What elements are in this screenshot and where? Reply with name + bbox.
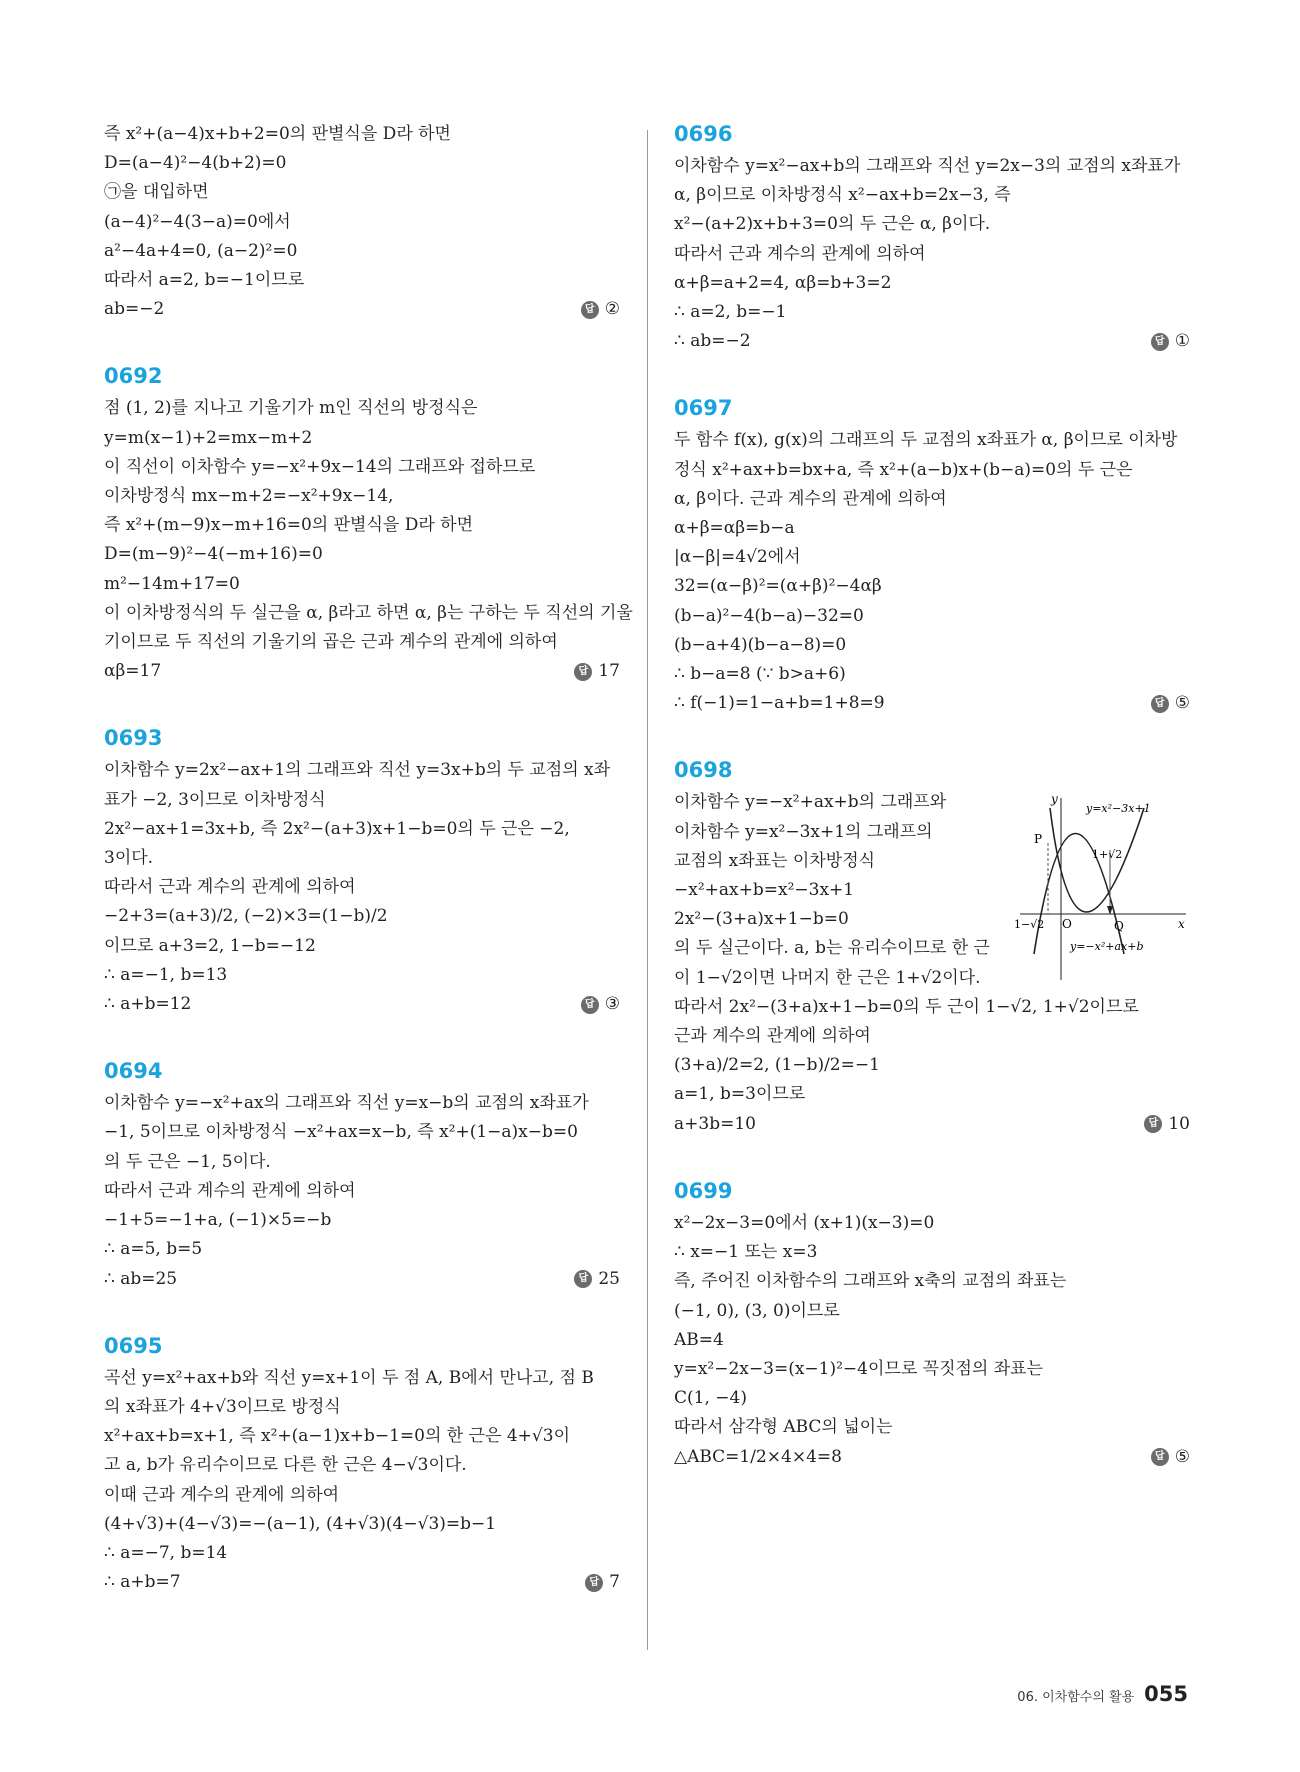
solution-line-final bbox=[104, 990, 620, 1019]
answer-value: ③ bbox=[604, 994, 620, 1015]
solution-line: ∴ a=−7, b=14 bbox=[104, 1542, 228, 1563]
solution-line: a=1, b=3이므로 bbox=[674, 1084, 806, 1105]
solution-line: ∴ a=−1, b=13 bbox=[104, 964, 228, 985]
problem-0693 bbox=[104, 724, 620, 1019]
problem-number: 0695 bbox=[104, 1333, 163, 1358]
solution-line: 32=(α−β)²=(α+β)²−4αβ bbox=[674, 576, 882, 597]
final-line-text: ∴ f(−1)=1−a+b=1+8=9 bbox=[674, 693, 885, 714]
solution-line: 정식 x²+ax+b=bx+a, 즉 x²+(a−b)x+(b−a)=0의 두 근은 bbox=[674, 459, 1133, 480]
answer-value: 25 bbox=[598, 1268, 620, 1289]
answer-value: ② bbox=[604, 299, 620, 320]
answer-badge-icon: 답 bbox=[1151, 695, 1169, 713]
answer-badge-icon: 답 bbox=[1151, 1448, 1169, 1466]
solution-line: 따라서 근과 계수의 관계에 의하여 bbox=[104, 1180, 356, 1201]
answer-badge-icon: 답 bbox=[1151, 333, 1169, 351]
origin-label: O bbox=[1062, 917, 1072, 932]
solution-line-final bbox=[674, 1110, 1190, 1139]
solution-line: 의 x좌표가 4+√3이므로 방정식 bbox=[104, 1396, 341, 1417]
solution-line: 이차방정식 mx−m+2=−x²+9x−14, bbox=[104, 486, 394, 507]
solution-line: 의 두 근은 −1, 5이다. bbox=[104, 1151, 271, 1172]
solution-line: ∴ x=−1 또는 x=3 bbox=[674, 1242, 818, 1263]
solution-line: 두 함수 f(x), g(x)의 그래프의 두 교점의 x좌표가 α, β이므로 이차방 bbox=[674, 430, 1178, 451]
curve2-label: y=−x²+ax+b bbox=[1070, 940, 1144, 954]
answer bbox=[1144, 1110, 1190, 1139]
page-number: 055 bbox=[1144, 1682, 1188, 1706]
answer-value: ① bbox=[1174, 331, 1190, 352]
solution-line: α, β이다. 근과 계수의 관계에 의하여 bbox=[674, 488, 947, 509]
final-line-text: ∴ ab=−2 bbox=[674, 331, 751, 352]
solution-line: 3이다. bbox=[104, 848, 154, 869]
solution-line: α+β=αβ=b−a bbox=[674, 518, 795, 539]
x-axis-label: x bbox=[1178, 917, 1185, 932]
problem-number: 0693 bbox=[104, 726, 163, 751]
continuation-block bbox=[104, 120, 620, 324]
solution-line: 이차함수 y=2x²−ax+1의 그래프와 직선 y=3x+b의 두 교점의 x좌 bbox=[104, 760, 611, 781]
solution-line: −x²+ax+b=x²−3x+1 bbox=[674, 880, 855, 901]
solution-line: D=(a−4)²−4(b+2)=0 bbox=[104, 153, 287, 174]
answer bbox=[581, 990, 620, 1019]
solution-line: 따라서 근과 계수의 관계에 의하여 bbox=[104, 877, 356, 898]
answer-value: ⑤ bbox=[1174, 693, 1190, 714]
solution-line: y=x²−2x−3=(x−1)²−4이므로 꼭짓점의 좌표는 bbox=[674, 1358, 1044, 1379]
solution-line-final bbox=[104, 295, 620, 324]
problem-0696 bbox=[674, 120, 1190, 356]
problem-number: 0699 bbox=[674, 1178, 733, 1203]
solution-line: (4+√3)+(4−√3)=−(a−1), (4+√3)(4−√3)=b−1 bbox=[104, 1513, 497, 1534]
problem-number: 0697 bbox=[674, 396, 733, 421]
answer-badge-icon: 답 bbox=[581, 301, 599, 319]
problem-0692 bbox=[104, 362, 633, 686]
solution-line-final bbox=[104, 1265, 620, 1294]
answer bbox=[581, 295, 620, 324]
answer-value: 17 bbox=[598, 661, 620, 682]
solution-line-final bbox=[674, 1443, 1190, 1472]
solution-line: ∴ b−a=8 (∵ b>a+6) bbox=[674, 664, 846, 685]
solution-line: m²−14m+17=0 bbox=[104, 573, 240, 594]
solution-line: ∴ a=2, b=−1 bbox=[674, 302, 787, 323]
solution-line: 표가 −2, 3이므로 이차방정식 bbox=[104, 789, 326, 810]
curve1-label: y=x²−3x+1 bbox=[1086, 802, 1151, 816]
solution-line: x²−(a+2)x+b+3=0의 두 근은 α, β이다. bbox=[674, 214, 991, 235]
column-divider bbox=[647, 130, 648, 1650]
solution-line: (b−a+4)(b−a−8)=0 bbox=[674, 634, 847, 655]
solution-line: ㉠을 대입하면 bbox=[104, 182, 209, 203]
solution-line: α, β이므로 이차방정식 x²−ax+b=2x−3, 즉 bbox=[674, 185, 1011, 206]
answer bbox=[574, 657, 620, 686]
point-p-label: P bbox=[1034, 832, 1043, 847]
solution-line: 기이므로 두 직선의 기울기의 곱은 근과 계수의 관계에 의하여 bbox=[104, 632, 558, 653]
solution-line: −1, 5이므로 이차방정식 −x²+ax=x−b, 즉 x²+(1−a)x−b=0 bbox=[104, 1122, 578, 1143]
solution-line: y=m(x−1)+2=mx−m+2 bbox=[104, 427, 313, 448]
solution-line: 즉 x²+(a−4)x+b+2=0의 판별식을 D라 하면 bbox=[104, 124, 451, 144]
final-line-text: αβ=17 bbox=[104, 661, 162, 682]
solution-line: C(1, −4) bbox=[674, 1388, 747, 1409]
problem-0698 bbox=[674, 756, 1190, 1138]
solution-line: (b−a)²−4(b−a)−32=0 bbox=[674, 605, 864, 626]
solution-line: 이 1−√2이면 나머지 한 근은 1+√2이다. bbox=[674, 967, 981, 988]
page-footer bbox=[1017, 1682, 1188, 1706]
solution-line: (3+a)/2=2, (1−b)/2=−1 bbox=[674, 1055, 880, 1076]
solution-line: 따라서 근과 계수의 관계에 의하여 bbox=[674, 243, 926, 264]
solution-line: 점 (1, 2)를 지나고 기울기가 m인 직선의 방정식은 bbox=[104, 398, 478, 419]
root-right-label: 1+√2 bbox=[1092, 848, 1123, 862]
parabola-graph-figure bbox=[1014, 788, 1190, 986]
solution-line: AB=4 bbox=[674, 1329, 724, 1350]
solution-line: (−1, 0), (3, 0)이므로 bbox=[674, 1300, 840, 1321]
problem-0697 bbox=[674, 394, 1190, 718]
right-column bbox=[674, 120, 1190, 1510]
chapter-title: 06. 이차함수의 활용 bbox=[1017, 1690, 1135, 1705]
solution-line: x²+ax+b=x+1, 즉 x²+(a−1)x+b−1=0의 한 근은 4+√3이 bbox=[104, 1426, 570, 1447]
answer-badge-icon: 답 bbox=[1144, 1115, 1162, 1133]
solution-line: 이차함수 y=−x²+ax의 그래프와 직선 y=x−b의 교점의 x좌표가 bbox=[104, 1093, 589, 1114]
solution-line: 근과 계수의 관계에 의하여 bbox=[674, 1026, 871, 1047]
solution-line: 곡선 y=x²+ax+b와 직선 y=x+1이 두 점 A, B에서 만나고, 점 B bbox=[104, 1367, 594, 1388]
solution-line: 이 직선이 이차함수 y=−x²+9x−14의 그래프와 접하므로 bbox=[104, 456, 536, 477]
final-line-text: △ABC=1/2×4×4=8 bbox=[674, 1446, 842, 1467]
problem-body bbox=[674, 788, 1190, 1138]
solution-line: 이때 근과 계수의 관계에 의하여 bbox=[104, 1484, 340, 1505]
solution-line: 고 a, b가 유리수이므로 다른 한 근은 4−√3이다. bbox=[104, 1455, 467, 1476]
solution-line: 즉 x²+(m−9)x−m+16=0의 판별식을 D라 하면 bbox=[104, 515, 474, 536]
answer bbox=[574, 1265, 620, 1294]
solution-line: (a−4)²−4(3−a)=0에서 bbox=[104, 211, 291, 232]
answer-badge-icon: 답 bbox=[574, 663, 592, 681]
solution-line: 2x²−(3+a)x+1−b=0 bbox=[674, 909, 849, 930]
solution-line-final bbox=[104, 657, 620, 686]
solution-line: 이차함수 y=x²−3x+1의 그래프의 bbox=[674, 821, 933, 842]
solution-line: 의 두 실근이다. a, b는 유리수이므로 한 근 bbox=[674, 938, 990, 959]
solution-line: 따라서 2x²−(3+a)x+1−b=0의 두 근이 1−√2, 1+√2이므로 bbox=[674, 996, 1139, 1017]
problem-0694 bbox=[104, 1057, 620, 1293]
final-line-text: a+3b=10 bbox=[674, 1113, 756, 1134]
solution-line: |α−β|=4√2에서 bbox=[674, 547, 801, 568]
solution-line: D=(m−9)²−4(−m+16)=0 bbox=[104, 544, 323, 565]
point-q-label: Q bbox=[1114, 919, 1124, 934]
final-line-text: ∴ ab=25 bbox=[104, 1268, 178, 1289]
solution-line: ∴ a=5, b=5 bbox=[104, 1239, 203, 1260]
solution-line: x²−2x−3=0에서 (x+1)(x−3)=0 bbox=[674, 1212, 935, 1233]
answer-value: ⑤ bbox=[1174, 1446, 1190, 1467]
solution-line-final bbox=[104, 1568, 620, 1597]
solution-line: 2x²−ax+1=3x+b, 즉 2x²−(a+3)x+1−b=0의 두 근은 −2, bbox=[104, 818, 570, 839]
solution-line: α+β=a+2=4, αβ=b+3=2 bbox=[674, 272, 892, 293]
solution-line: −2+3=(a+3)/2, (−2)×3=(1−b)/2 bbox=[104, 906, 388, 927]
final-line-text: ∴ a+b=12 bbox=[104, 994, 192, 1015]
solution-line: 즉, 주어진 이차함수의 그래프와 x축의 교점의 좌표는 bbox=[674, 1271, 1067, 1292]
answer-value: 10 bbox=[1168, 1113, 1190, 1134]
answer-badge-icon: 답 bbox=[581, 996, 599, 1014]
solution-line: 교점의 x좌표는 이차방정식 bbox=[674, 850, 876, 871]
answer bbox=[1151, 327, 1190, 356]
solution-line: a²−4a+4=0, (a−2)²=0 bbox=[104, 240, 298, 261]
solution-line: 이 이차방정식의 두 실근을 α, β라고 하면 α, β는 구하는 두 직선의 기울 bbox=[104, 602, 633, 623]
problem-number: 0696 bbox=[674, 122, 733, 146]
problem-number: 0698 bbox=[674, 758, 733, 783]
problem-number: 0694 bbox=[104, 1059, 163, 1084]
left-column bbox=[104, 120, 633, 1635]
solution-line: 이므로 a+3=2, 1−b=−12 bbox=[104, 935, 316, 956]
root-left-label: 1−√2 bbox=[1014, 918, 1045, 932]
solution-line: 따라서 삼각형 ABC의 넓이는 bbox=[674, 1417, 893, 1438]
solution-line: −1+5=−1+a, (−1)×5=−b bbox=[104, 1210, 332, 1231]
final-line-text: ab=−2 bbox=[104, 299, 165, 320]
problem-number: 0692 bbox=[104, 364, 163, 389]
solution-line: 이차함수 y=x²−ax+b의 그래프와 직선 y=2x−3의 교점의 x좌표가 bbox=[674, 156, 1181, 176]
answer-value: 7 bbox=[609, 1572, 620, 1593]
problem-0695 bbox=[104, 1332, 620, 1598]
solution-line-final bbox=[674, 327, 1190, 356]
solution-line: 이차함수 y=−x²+ax+b의 그래프와 bbox=[674, 792, 947, 813]
answer-badge-icon: 답 bbox=[574, 1270, 592, 1288]
final-line-text: ∴ a+b=7 bbox=[104, 1572, 181, 1593]
y-axis-label: y bbox=[1051, 792, 1058, 807]
answer bbox=[585, 1568, 620, 1597]
solution-line: 따라서 a=2, b=−1이므로 bbox=[104, 270, 305, 291]
problem-0699 bbox=[674, 1177, 1190, 1472]
answer bbox=[1151, 689, 1190, 718]
answer bbox=[1151, 1443, 1190, 1472]
solution-line-final bbox=[674, 689, 1190, 718]
answer-badge-icon: 답 bbox=[585, 1574, 603, 1592]
